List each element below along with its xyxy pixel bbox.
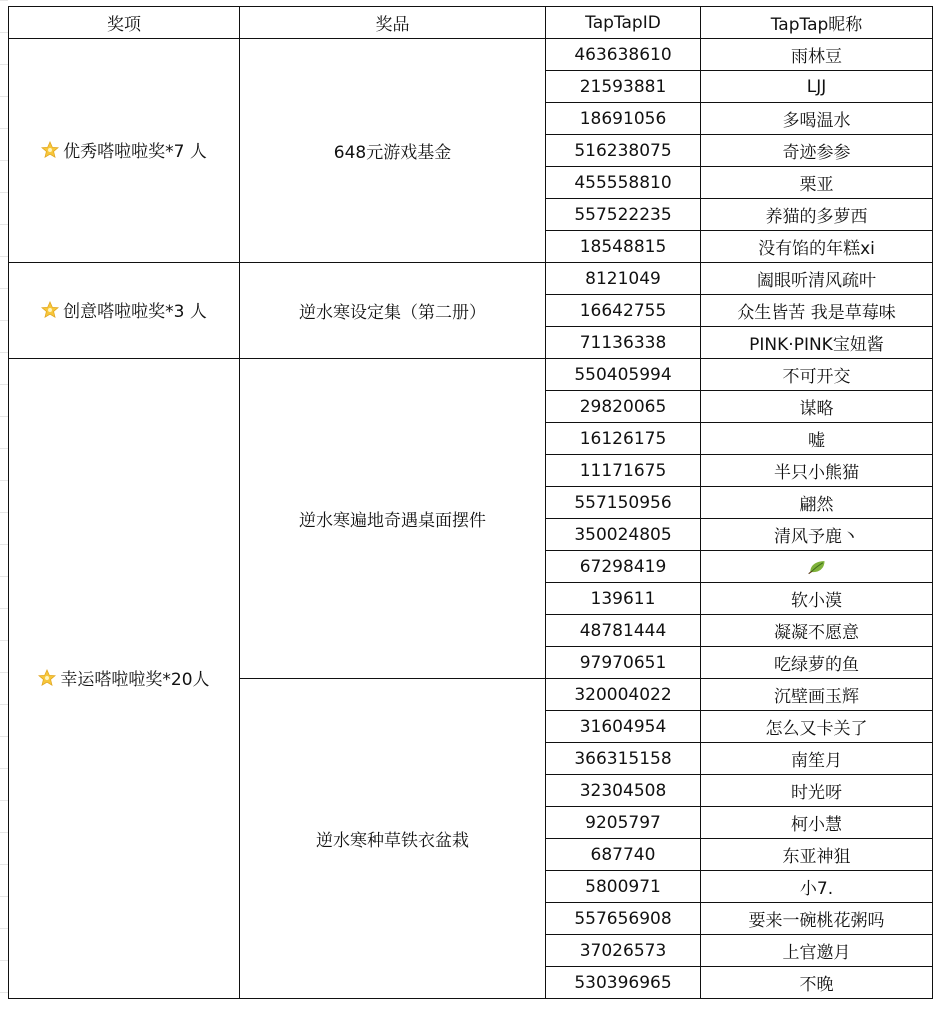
taptap-nickname-cell: 阖眼听清风疏叶 <box>701 263 933 295</box>
taptap-id-cell: 8121049 <box>546 263 701 295</box>
taptap-id-cell: 463638610 <box>546 39 701 71</box>
award-label-wrap <box>38 665 209 690</box>
header-award: 奖项 <box>9 7 240 39</box>
taptap-nickname-cell: 东亚神狙 <box>701 839 933 871</box>
taptap-id-cell: 48781444 <box>546 615 701 647</box>
prize-cell: 逆水寒种草铁衣盆栽 <box>240 679 546 999</box>
taptap-id-cell: 557656908 <box>546 903 701 935</box>
taptap-nickname-cell: 吃绿萝的鱼 <box>701 647 933 679</box>
taptap-nickname-cell: LJJ <box>701 71 933 103</box>
taptap-id-cell: 550405994 <box>546 359 701 391</box>
prize-cell: 逆水寒设定集（第二册） <box>240 263 546 359</box>
taptap-id-cell: 29820065 <box>546 391 701 423</box>
award-cell <box>9 359 240 999</box>
taptap-id-cell: 71136338 <box>546 327 701 359</box>
taptap-id-cell: 18691056 <box>546 103 701 135</box>
taptap-id-cell: 5800971 <box>546 871 701 903</box>
taptap-nickname-cell: 谋略 <box>701 391 933 423</box>
taptap-id-cell: 97970651 <box>546 647 701 679</box>
taptap-nickname-cell: 要来一碗桃花粥吗 <box>701 903 933 935</box>
taptap-nickname-cell: 柯小慧 <box>701 807 933 839</box>
header-taptap-id: TapTapID <box>546 7 701 39</box>
taptap-id-cell: 557150956 <box>546 487 701 519</box>
taptap-nickname-cell: 多喝温水 <box>701 103 933 135</box>
leaf-emoji-icon <box>807 558 827 576</box>
award-label: 幸运嗒啦啦奖*20人 <box>60 670 210 691</box>
taptap-nickname-cell: 清风予鹿丶 <box>701 519 933 551</box>
star-icon <box>41 301 59 319</box>
table-row <box>9 359 933 391</box>
taptap-nickname-cell: 软小漠 <box>701 583 933 615</box>
taptap-id-cell: 16126175 <box>546 423 701 455</box>
taptap-nickname-cell: 众生皆苦 我是草莓味 <box>701 295 933 327</box>
header-prize: 奖品 <box>240 7 546 39</box>
award-label: 创意嗒啦啦奖*3 人 <box>63 302 207 323</box>
taptap-id-cell: 320004022 <box>546 679 701 711</box>
header-taptap-nickname: TapTap昵称 <box>701 7 933 39</box>
taptap-id-cell: 16642755 <box>546 295 701 327</box>
taptap-nickname-cell: 时光呀 <box>701 775 933 807</box>
taptap-nickname-cell: 凝凝不愿意 <box>701 615 933 647</box>
table-row <box>9 39 933 71</box>
taptap-id-cell: 455558810 <box>546 167 701 199</box>
taptap-nickname-cell: PINK·PINK宝妞酱 <box>701 327 933 359</box>
taptap-nickname-cell: 怎么又卡关了 <box>701 711 933 743</box>
taptap-nickname-cell: 不晚 <box>701 967 933 999</box>
star-icon <box>41 141 59 159</box>
taptap-id-cell: 31604954 <box>546 711 701 743</box>
taptap-id-cell: 67298419 <box>546 551 701 583</box>
taptap-id-cell: 18548815 <box>546 231 701 263</box>
winners-table <box>8 6 933 999</box>
sheet-grid-background <box>0 0 8 1010</box>
award-label-wrap <box>41 137 207 162</box>
taptap-id-cell: 21593881 <box>546 71 701 103</box>
taptap-nickname-cell: 上官邀月 <box>701 935 933 967</box>
taptap-id-cell: 11171675 <box>546 455 701 487</box>
taptap-id-cell: 350024805 <box>546 519 701 551</box>
award-cell <box>9 39 240 263</box>
taptap-id-cell: 9205797 <box>546 807 701 839</box>
taptap-id-cell: 557522235 <box>546 199 701 231</box>
award-label-wrap <box>41 297 207 322</box>
taptap-nickname-cell: 养猫的多萝西 <box>701 199 933 231</box>
taptap-nickname-cell: 沉壁画玉辉 <box>701 679 933 711</box>
award-cell <box>9 263 240 359</box>
taptap-id-cell: 37026573 <box>546 935 701 967</box>
taptap-nickname-cell: 不可开交 <box>701 359 933 391</box>
award-label: 优秀嗒啦啦奖*7 人 <box>63 142 207 163</box>
prize-cell: 逆水寒遍地奇遇桌面摆件 <box>240 359 546 679</box>
taptap-id-cell: 530396965 <box>546 967 701 999</box>
taptap-nickname-cell <box>701 551 933 583</box>
taptap-id-cell: 32304508 <box>546 775 701 807</box>
taptap-id-cell: 366315158 <box>546 743 701 775</box>
taptap-nickname-cell: 嘘 <box>701 423 933 455</box>
taptap-nickname-cell: 半只小熊猫 <box>701 455 933 487</box>
taptap-nickname-cell: 栗亚 <box>701 167 933 199</box>
taptap-id-cell: 687740 <box>546 839 701 871</box>
taptap-nickname-cell: 小7. <box>701 871 933 903</box>
taptap-nickname-cell: 奇迹参参 <box>701 135 933 167</box>
taptap-nickname-cell: 雨林豆 <box>701 39 933 71</box>
taptap-nickname-cell: 翩然 <box>701 487 933 519</box>
taptap-id-cell: 139611 <box>546 583 701 615</box>
table-row <box>9 263 933 295</box>
prize-cell: 648元游戏基金 <box>240 39 546 263</box>
star-icon <box>38 669 56 687</box>
header-row <box>9 7 933 39</box>
taptap-nickname-cell: 没有馅的年糕xi <box>701 231 933 263</box>
taptap-id-cell: 516238075 <box>546 135 701 167</box>
taptap-nickname-cell: 南笙月 <box>701 743 933 775</box>
